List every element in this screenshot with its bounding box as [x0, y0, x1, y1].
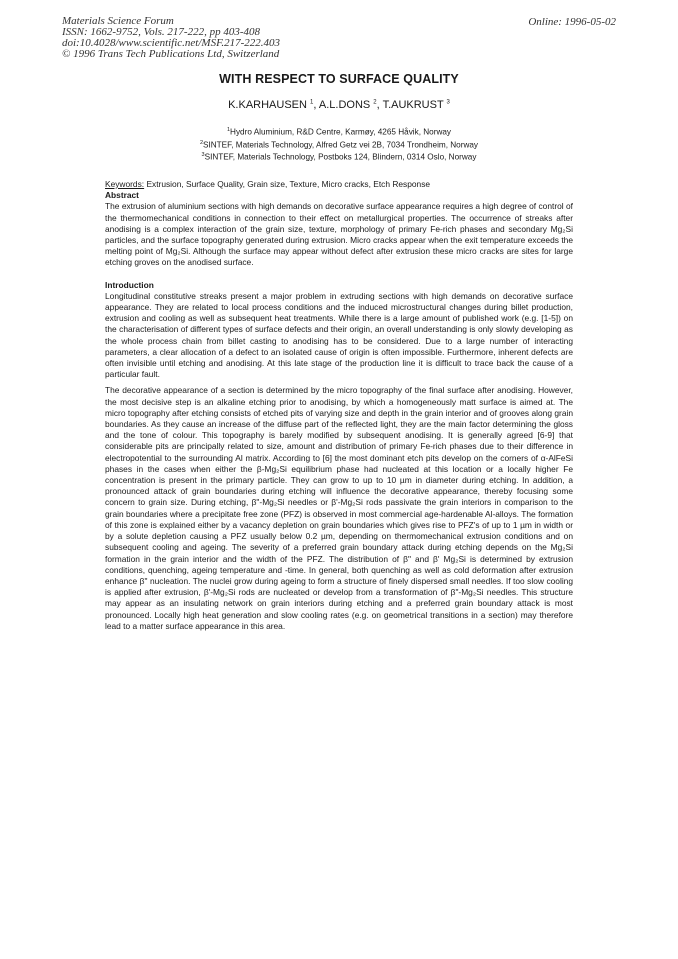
issn-line: ISSN: 1662-9752, Vols. 217-222, pp 403-408 [62, 26, 260, 38]
online-date: Online: 1996-05-02 [528, 16, 616, 28]
copyright-line: © 1996 Trans Tech Publications Ltd, Switzerland [62, 48, 280, 60]
paper-title: WITH RESPECT TO SURFACE QUALITY [219, 72, 459, 86]
affiliation-mark: 3 [201, 152, 205, 159]
keywords-label: Keywords: [105, 179, 145, 189]
introduction-paragraph-1: Longitudinal constitutive streaks present a major problem in extruding sections with high demands on decorative surface appearance. They are related to local process conditions and the induced microstructural changes during billet production, extrusion and cooling as well as subsequent heat treatments. While there is a large amount of published work (e.g. [1-5]) on the characterisation of different types of surface defects and their origin, an overall understanding is only slowly developing as the whole process chain from billet casting to anodising has to be considered. Due to a large number of interacting parameters, a clear allocation of a defect to an isolated cause of origin is often impossible. Furthermore, inherent defects are often invisible until etching and anodising. At this late stage of the production line it is difficult to trace back the cause of a particular fault. [105, 290, 573, 380]
introduction-heading: Introduction [105, 279, 154, 290]
paper-body [105, 179, 573, 632]
affiliation-line [0, 125, 678, 138]
author-name: T.AUKRUST [382, 99, 444, 111]
abstract-heading: Abstract [105, 190, 139, 201]
doi-line[interactable]: doi:10.4028/www.scientific.net/MSF.217-222.403 [62, 37, 281, 49]
affiliation-mark: 2 [199, 139, 204, 146]
affiliation-text: SINTEF, Materials Technology, Postboks 124, Blindern, 0314 Oslo, Norway [204, 153, 477, 163]
affiliation-text: Hydro Aluminium, R&D Centre, Karmøy, 4265 Håvik, Norway [230, 127, 452, 137]
author-mark: 2 [373, 99, 377, 106]
affiliation-list [0, 125, 678, 163]
author-name: K.KARHAUSEN [228, 99, 307, 111]
affiliation-line [0, 138, 678, 151]
author-list: K.KARHAUSEN $^1$, A.L.DONS $^2$, T.AUKRUST $^3$ [228, 99, 450, 111]
citation-block [62, 16, 280, 60]
abstract-text: The extrusion of aluminium sections with high demands on decorative surface appearance requires a high degree of control of the thermomechanical conditions in connection to their effect on metallurgical properties. The occurrence of streaks after anodising is a complex interaction of the grain size, texture, morphology of primary Fe-rich phases and secondary Mg₂Si particles, and the surface topography generated during extrusion. Micro cracks appear when the exit temperature exceeds the melting point of Mg₂Si. Although the surface may appear without defect after extrusion these micro cracks are sites for large etching groves on the anodised surface. [105, 201, 573, 268]
affiliation-text: SINTEF, Materials Technology, Alfred Getz vei 2B, 7034 Trondheim, Norway [203, 140, 479, 150]
keywords-text: Extrusion, Surface Quality, Grain size, Texture, Micro cracks, Etch Response [146, 179, 431, 189]
affiliation-mark: 1 [226, 127, 231, 133]
introduction-paragraph-2: The decorative appearance of a section is determined by the micro topography of the final surface after anodising. However, the most decisive step is an alkaline etching prior to anodising, by which a homogeneously matt surface is aimed at. The micro topography after etching consists of etched pits of varying size and depth in the grain interior and of grooves along grain boundaries. As they cause an increase of the diffuse part of the reflected light, they are the main factor determining the gloss and the tone of colour. This topography is barely modified by subsequent anodising. It is generally agreed [6-9] that considerable pits are principally related to size, amount and distribution of primary Fe-rich phases due to their difference in electropotential to the surrounding Al matrix. According to [6] the most dominant etch pits develop on the corners of α-AlFeSi phases in the cases when either the β-Mg₂Si equilibrium phase had nucleated at this location or a locally higher Fe concentration is present in the primary particle. They can grow to up to 10 µm in diameter during etching. In addition, a pronounced attack of grain boundaries during etching will influence the decorative appearance, thereby focusing some concern to grain size. During etching, β"-Mg₂Si needles or β'-Mg₂Si rods passivate the grain interiors in comparison to the grain boundaries where a precipitate free zone (PFZ) is observed in most commercial age-hardenable Al-alloys. The formation of this zone is explained either by a vacancy depletion on grain boundaries which gives rise to PFZ's of up to 1 µm in width or by a solute depletion causing a PFZ usually below 0.2 µm, depending on thermomechanical extrusion conditions and on subsequent cooling and ageing. The severity of a preferred grain boundary attack during etching depends on the Mg₂Si formation in the grain interior and the width of the PFZ. The distribution of β" and β' Mg₂Si is determined by extrusion conditions, quenching, ageing temperature and -time. In general, both quenching as well as cold deformation after extrusion enhance β" nucleation. The nuclei grow during ageing to form a structure of finely dispersed small needles. If too slow cooling is applied after extrusion, β'-Mg₂Si rods are nucleated or develop from a transformation of β"-Mg₂Si needles. This structure may appear as an insulating network on grain interiors during etching and a preferred grain boundary attack is most pronounced. Locally high heat generation and slow cooling rates (e.g. on geometrical transitions in a section) may therefore lead to a matter surface appearance in this area. [105, 385, 573, 631]
affiliation-line [0, 150, 678, 163]
author-mark: 1 [310, 99, 314, 106]
journal-name: Materials Science Forum [62, 15, 174, 27]
keywords [105, 179, 573, 190]
author-name: A.L.DONS [318, 99, 371, 111]
author-mark: 3 [446, 99, 450, 106]
